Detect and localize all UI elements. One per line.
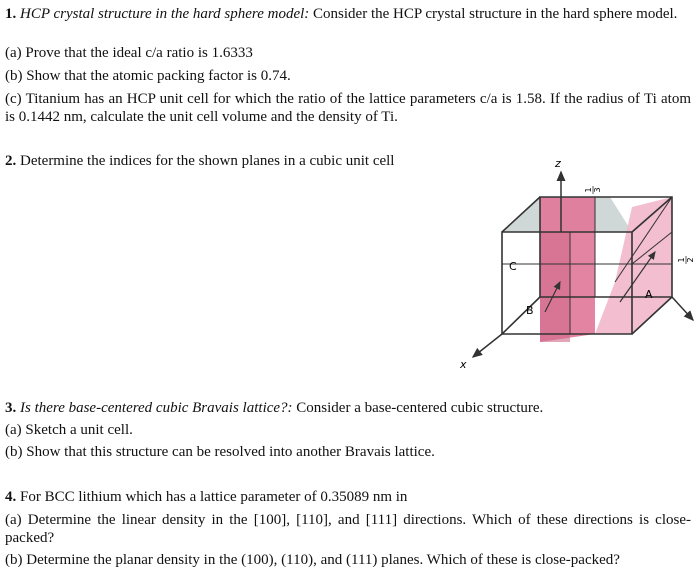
q1-part-c: (c) Titanium has an HCP unit cell for which the ratio of the lattice parameters c/a is 1.58. If the radius of Ti atom is 0.1442 nm, calculate the unit cell volume and the density of Ti.: [5, 91, 691, 125]
q4-intro: For BCC lithium which has a lattice parameter of 0.35089 nm in: [20, 489, 408, 505]
q2-heading: [5, 152, 394, 170]
q1-intro: Consider the HCP crystal structure in the hard sphere model.: [313, 6, 678, 22]
svg-text:1: 1: [677, 257, 686, 263]
axis-x-label: x: [460, 358, 467, 371]
q3-part-b: (b) Show that this structure can be resolved into another Bravais lattice.: [5, 444, 435, 460]
fraction-one-third: [584, 186, 602, 194]
plane-b-side: [540, 232, 570, 342]
x-axis: [473, 334, 502, 357]
q1-number: 1.: [5, 6, 17, 22]
svg-text:3: 3: [593, 187, 602, 193]
q2-number: 2.: [5, 153, 17, 169]
q3-part-a: (a) Sketch a unit cell.: [5, 422, 133, 438]
q3-heading: [5, 399, 543, 417]
q1-part-b: (b) Show that the atomic packing factor is 0.74.: [5, 68, 291, 84]
q4-part-b: (b) Determine the planar density in the (100), (110), and (111) planes. Which of these is close-packed?: [5, 552, 620, 568]
y-axis: [672, 297, 693, 320]
label-c: C: [509, 260, 517, 273]
q4-number: 4.: [5, 489, 17, 505]
q4-heading: [5, 488, 407, 506]
svg-text:1: 1: [584, 187, 593, 193]
svg-text:2: 2: [686, 257, 695, 263]
label-b: B: [526, 304, 534, 317]
q1-heading: [5, 5, 691, 23]
q3-number: 3.: [5, 400, 17, 416]
q2-text: Determine the indices for the shown planes in a cubic unit cell: [20, 153, 395, 169]
axis-z-label: z: [555, 157, 561, 170]
q3-intro: Consider a base-centered cubic structure.: [296, 400, 544, 416]
cubic-planes-figure: [440, 152, 698, 378]
fraction-one-half: [677, 256, 695, 264]
q1-title: HCP crystal structure in the hard sphere model:: [20, 6, 310, 22]
label-a: A: [645, 288, 653, 301]
q1-part-a: (a) Prove that the ideal c/a ratio is 1.6333: [5, 45, 253, 61]
q3-title: Is there base-centered cubic Bravais lattice?:: [20, 400, 293, 416]
q4-part-a: (a) Determine the linear density in the [100], [110], and [111] directions. Which of these directions is close-packed?: [5, 512, 691, 546]
